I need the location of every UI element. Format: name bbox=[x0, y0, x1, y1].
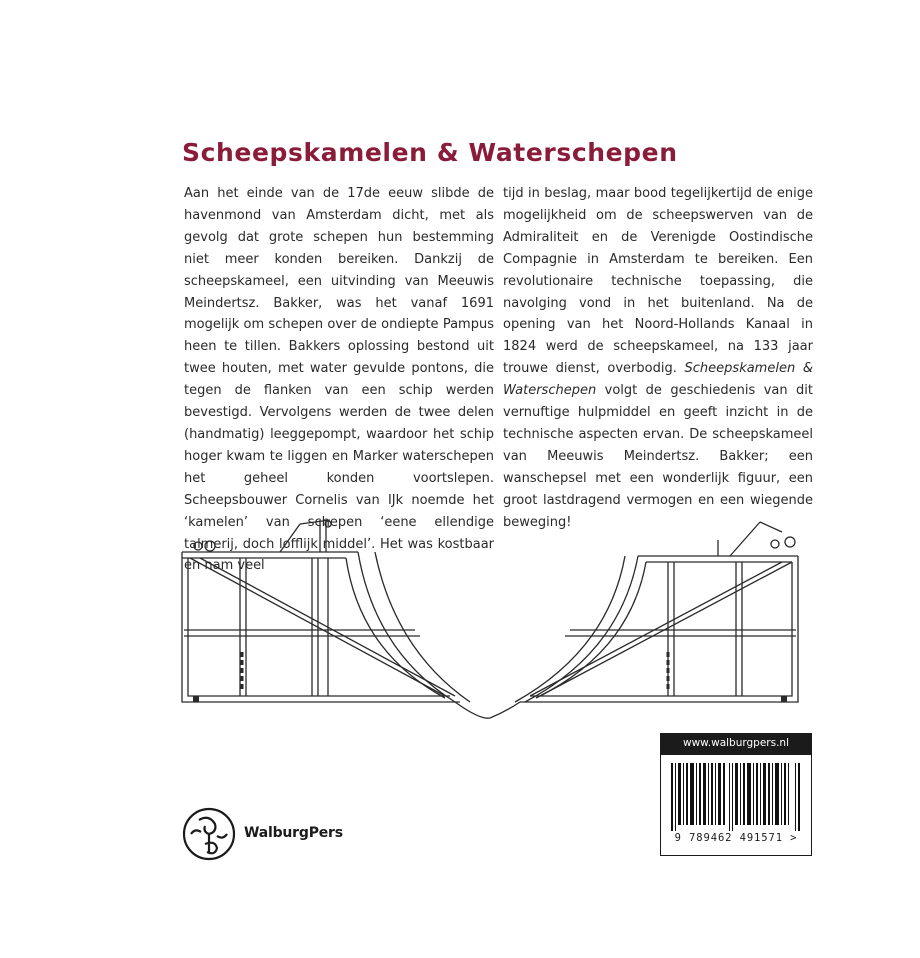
blurb-paragraph-left: Aan het einde van de 17de eeuw slibde de havenmond van Amsterdam dicht, met als gevolg dat grote schepen hun bestemming niet meer konden bereiken. Dankzij de scheepskameel, een uitvinding van Meeuwis Meindertsz. Bakker, was het vanaf 1691 mogelijk om schepen over de ondiepte Pampus heen te tillen. Bakkers oplossing bestond uit twee houten, met water gevulde pontons, die tegen de flanken van een schip werden bevestigd. Vervolgens werden de twee delen (handmatig) leeggepompt, waardoor het schip hoger kwam te liggen en Marker waterschepen het geheel konden voortslepen. Scheepsbouwer Cornelis van IJk noemde het ‘kamelen’ van schepen ‘eene ellendige talmerij, doch lofflijk middel’. Het was kostbaar en nam veel bbox=[184, 186, 494, 574]
isbn-number: 9 789462 491571 > bbox=[674, 832, 798, 844]
blurb-italic-title: Scheepskamelen & Waterschepen bbox=[503, 361, 813, 399]
blurb-paragraph-right bbox=[503, 183, 813, 534]
publisher-url: www.walburgpers.nl bbox=[660, 733, 812, 754]
book-title: Scheepskamelen & Waterschepen bbox=[182, 138, 678, 167]
ship-camel-drawing bbox=[170, 512, 810, 722]
walburgpers-logo bbox=[181, 806, 237, 862]
barcode-bars bbox=[671, 763, 801, 831]
blurb-text-right-part2: volgt de geschiedenis van dit vernuftige hulpmiddel en geeft inzicht in de technische aspecten ervan. De scheepskameel van Meeuwis Meindertsz. Bakker; een wanschepsel met een wonderlijk figuur, een groot lastdragend vermogen en een wiegende beweging! bbox=[503, 383, 813, 530]
isbn-barcode bbox=[660, 754, 812, 856]
blurb-text-right-part1: tijd in beslag, maar bood tegelijkertijd de enige mogelijkheid om de scheepswerven van de Admiraliteit en de Verenigde Oostindische Compagnie in Amsterdam te bereiken. Een revolutionaire technische toepassing, die navolging vond in het buitenland. Na de opening van het Noord-Hollands Kanaal in 1824 werd de scheepskameel, na 133 jaar trouwe dienst, overbodig. bbox=[503, 186, 813, 377]
blurb-column-right bbox=[503, 183, 813, 534]
publisher-name: WalburgPers bbox=[244, 825, 343, 841]
